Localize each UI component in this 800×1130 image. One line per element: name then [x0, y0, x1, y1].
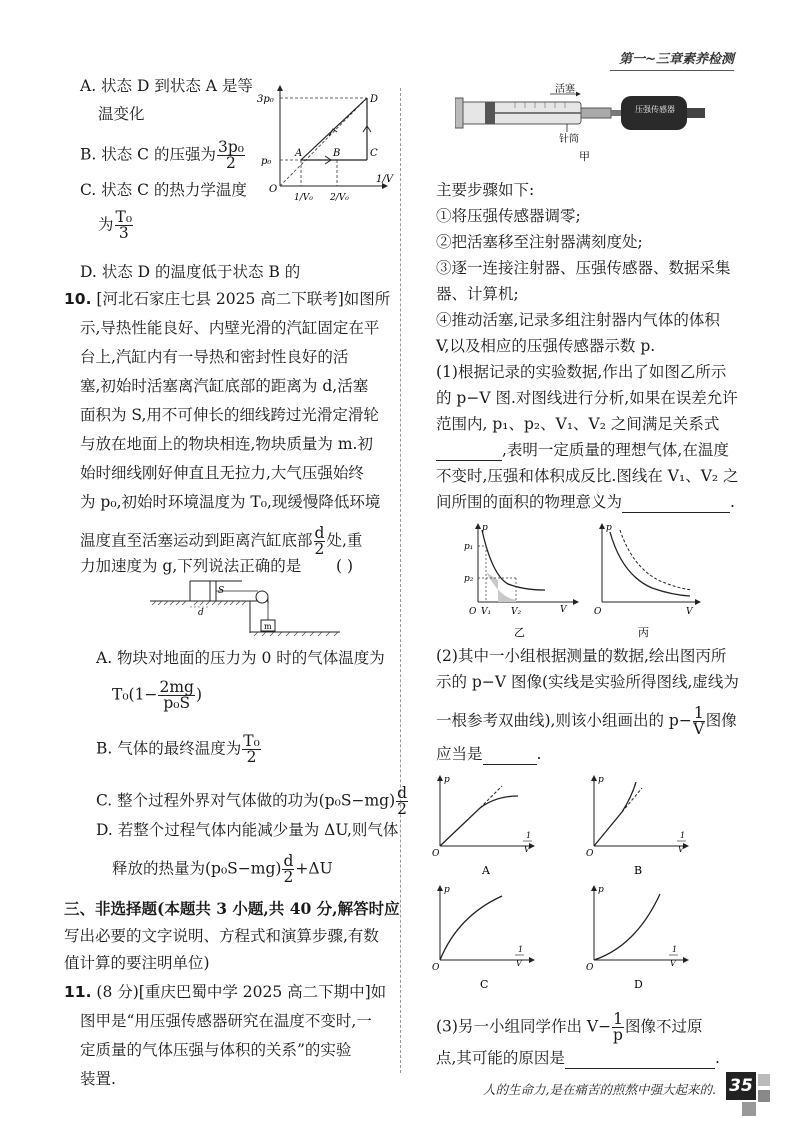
label-2v0: 2/V₀	[330, 193, 349, 203]
q11-part2-line1: (2)其中一小组根据测量的数据,绘出图丙所	[436, 647, 727, 665]
q10-option-b	[96, 734, 262, 765]
q10-text-line1: [河北石家庄七县 2025 高二下联考]如图所	[96, 290, 391, 308]
fraction-numerator: 3p₀	[217, 138, 244, 156]
fraction-denominator: p	[613, 1026, 623, 1044]
label-x-num: 1	[672, 945, 678, 954]
choice-graph-a	[430, 772, 550, 880]
fraction-denominator: 2	[246, 748, 257, 766]
q11-text-line1: (8 分)[重庆巴蜀中学 2025 高二下期中]如	[96, 983, 387, 1001]
q11-part1-line5: 不变时,压强和体积成反比.图线在 V₁、V₂ 之	[436, 467, 739, 485]
label-o: O	[432, 963, 440, 973]
running-header: 第一~三章素养检测	[619, 52, 734, 67]
q10-line10: 力加速度为 g,下列说法正确的是	[80, 557, 302, 575]
label-m: m	[264, 622, 272, 631]
q10-option-c	[96, 786, 409, 817]
fraction-denominator: V	[693, 720, 705, 738]
choice-graph-c	[430, 882, 550, 994]
q9-option-c-line1: C. 状态 C 的热力学温度	[80, 181, 247, 199]
q10-cylinder-pulley-figure	[150, 575, 350, 640]
label-o: O	[432, 849, 440, 859]
fraction-denominator: p₀S	[163, 694, 191, 712]
q11-part3-post: 图像不过原	[624, 1017, 703, 1036]
fraction-denominator: 2	[226, 154, 236, 172]
choice-graph-d	[584, 882, 704, 994]
q10-line5: 面积为 S,用不可伸长的细线跨过光滑定滑轮	[80, 406, 379, 424]
q11-part3-line2-text: 点,其可能的原因是	[436, 1049, 565, 1067]
label-x-den: V	[516, 959, 522, 968]
label-sensor: 压强传感器	[635, 105, 675, 114]
label-3p0: 3p₀	[257, 94, 274, 105]
fraction-denominator: 3	[118, 224, 129, 242]
choice-graph-b	[584, 772, 704, 880]
q10-line1	[64, 289, 390, 309]
choice-b-caption: B	[634, 864, 643, 877]
point-c-label: C	[370, 148, 378, 159]
label-o: O	[469, 607, 477, 617]
column-divider	[400, 88, 401, 1073]
syringe-sensor-figure	[455, 82, 715, 162]
q11-part2-line3	[436, 706, 737, 737]
label-o: O	[586, 963, 594, 973]
fraction-numerator: d	[314, 524, 325, 542]
q11-part3-pre: (3)另一小组同学作出 V−	[436, 1017, 612, 1036]
choice-d-caption: D	[634, 978, 643, 991]
q11-number: 11.	[64, 983, 92, 1001]
section3-line1: 三、非选择题(本题共 3 小题,共 40 分,解答时应	[64, 899, 400, 918]
header-rule	[610, 70, 734, 71]
q11-part2-line4: 应当是 .	[436, 745, 542, 763]
q10-number: 10.	[64, 290, 92, 308]
q10-line9-fraction	[314, 526, 326, 557]
point-b-label: B	[333, 148, 341, 159]
label-x-num: 1	[680, 831, 686, 840]
syringe-piston	[485, 102, 495, 124]
q11-part1-line1: (1)根据记录的实验数据,作出了如图乙所示	[436, 363, 727, 381]
q10-line6: 与放在地面上的物块相连,物块质量为 m.初	[80, 435, 373, 453]
q11-part1-line2: 的 p−V 图.对图线进行分析,如果在误差允许	[436, 389, 738, 407]
fraction-numerator: 1	[693, 704, 704, 722]
q11-line4: 装置.	[80, 1070, 116, 1088]
q10-line2: 示,导热性能良好、内壁光滑的汽缸固定在平	[80, 319, 380, 337]
corner-decoration	[758, 1090, 770, 1102]
q11-part2-line3-post: 图像	[705, 711, 737, 730]
q11-part2-line3-pre: 一根参考双曲线),则该小组画出的 p−	[436, 711, 692, 730]
q10-option-b-text: B. 气体的最终温度为	[96, 739, 242, 758]
q9-option-b-text: B. 状态 C 的压强为	[80, 145, 216, 164]
q11-part3-fraction	[612, 1012, 624, 1043]
section3-line3: 值计算的要注明单位)	[64, 954, 210, 972]
q10-line3: 台上,汽缸内有一导热和密封性良好的活	[80, 348, 349, 366]
label-p0: p₀	[261, 156, 272, 167]
label-x-num: 1	[518, 945, 524, 954]
q10-line9	[80, 526, 362, 557]
label-p: p	[598, 775, 604, 785]
q10-option-d-line1: D. 若整个过程气体内能减少量为 ΔU,则气体	[96, 821, 399, 839]
q11-part1-line6: 间所围的面积的物理意义为 .	[436, 493, 735, 511]
q10-option-a-pre: T₀(1−	[112, 685, 158, 704]
q11-part1-line4-text: ,表明一定质量的理想气体,在温度	[502, 441, 729, 459]
q9-option-a-line2: 温变化	[98, 105, 145, 123]
corner-decoration	[758, 1074, 770, 1086]
label-x-den: V	[524, 845, 530, 854]
label-v: V	[560, 605, 567, 615]
q11-part3-line1	[436, 1012, 702, 1043]
q9-option-b-fraction	[217, 140, 245, 171]
shaded-area	[486, 572, 516, 602]
fraction-denominator: 2	[314, 540, 325, 558]
q11-part2-fraction	[693, 706, 705, 737]
q9-option-c-prefix: 为	[98, 215, 114, 234]
choice-a-caption: A	[482, 864, 490, 877]
q10-option-a-line1: A. 物块对地面的压力为 0 时的气体温度为	[96, 649, 385, 667]
q10-option-a-fraction	[158, 680, 194, 711]
q11-part1-line3: 范围内, p₁、p₂、V₁、V₂ 之间满足关系式	[436, 415, 720, 433]
q11-line3: 定质量的气体压强与体积的关系”的实验	[80, 1041, 352, 1059]
label-p: p	[482, 523, 488, 533]
q9-option-a-line1: A. 状态 D 到状态 A 是等	[80, 77, 253, 95]
label-x-num: 1	[526, 831, 532, 840]
label-p: p	[598, 885, 604, 895]
label-x-den: V	[670, 959, 676, 968]
label-x-axis: 1/V	[376, 174, 393, 185]
graph-bing-caption: 丙	[638, 626, 649, 639]
graph-bing	[592, 520, 707, 640]
label-1v0: 1/V₀	[294, 193, 313, 203]
fraction-numerator: T₀	[115, 208, 133, 226]
q11-part1-line4	[436, 440, 729, 461]
pulley	[256, 591, 268, 603]
label-p: p	[444, 885, 450, 895]
q10-option-c-fraction	[396, 786, 408, 817]
q11-part2-line2: 示的 p−V 图像(实线是实验所得图线,虚线为	[436, 673, 739, 691]
q11-step1: ①将压强传感器调零;	[436, 207, 581, 225]
fraction-denominator: 2	[283, 868, 294, 886]
label-p1: p₁	[464, 542, 474, 552]
label-d: d	[198, 608, 204, 618]
q11-step4-line2: V,以及相应的压强传感器示数 p.	[436, 337, 656, 355]
q11-step3-line1: ③逐一连接注射器、压强传感器、数据采集	[436, 259, 731, 277]
q11-part2-line4-text: 应当是	[436, 745, 483, 763]
fraction-denominator: 2	[397, 800, 408, 818]
q10-line8: 为 p₀,初始时环境温度为 T₀,现缓慢降低环境	[80, 493, 381, 511]
point-a-label: A	[295, 148, 303, 159]
q10-line9-pre: 温度直至活塞运动到距离汽缸底部	[80, 531, 313, 550]
q11-step2: ②把活塞移至注射器满刻度处;	[436, 233, 643, 251]
q9-p-vs-inverse-v-graph	[255, 82, 395, 212]
q11-line1	[64, 982, 386, 1002]
corner-decoration	[742, 1102, 756, 1116]
label-p2: p₂	[464, 574, 474, 584]
page-number: 35	[726, 1072, 756, 1100]
q10-option-d-line2	[112, 854, 333, 885]
piston	[210, 581, 216, 601]
q10-option-a-line2	[112, 680, 202, 711]
label-origin: O	[269, 184, 278, 195]
reference-hyperbola	[620, 530, 692, 590]
q10-line7: 始时细线刚好伸直且无拉力,大气压强始终	[80, 464, 364, 482]
experimental-curve	[610, 532, 690, 596]
figure-jia-caption: 甲	[579, 150, 590, 162]
label-x-den: V	[678, 845, 684, 854]
answer-blank-2[interactable]	[622, 492, 730, 513]
answer-blank-4[interactable]	[565, 1048, 715, 1069]
q9-option-d: D. 状态 D 的温度低于状态 B 的	[80, 263, 301, 281]
fraction-numerator: d	[283, 852, 294, 870]
q10-option-c-text: C. 整个过程外界对气体做的功为(p₀S−mg)	[96, 791, 396, 810]
q9-option-c-fraction	[115, 210, 134, 241]
answer-blank-3[interactable]	[483, 744, 537, 765]
q10-option-d-pre: 释放的热量为(p₀S−mg)	[112, 859, 282, 878]
graph-yi-caption: 乙	[514, 626, 525, 639]
q10-line4: 塞,初始时活塞离汽缸底部的距离为 d,活塞	[80, 377, 369, 395]
graph-yi	[460, 520, 585, 640]
footer-motto: 人的生命力,是在痛苦的煎熬中强大起来的.	[483, 1082, 716, 1097]
label-o: O	[594, 607, 602, 617]
q11-step3-line2: 器、计算机;	[436, 285, 519, 303]
q10-option-a-post: )	[195, 685, 202, 704]
q10-answer-paren: ( )	[336, 557, 354, 575]
answer-blank-1[interactable]	[436, 440, 502, 461]
section3-line2: 写出必要的文字说明、方程式和演算步骤,有数	[64, 927, 379, 945]
q10-option-d-post: +ΔU	[295, 859, 333, 878]
q11-part1-line6-text: 间所围的面积的物理意义为	[436, 493, 623, 511]
fraction-numerator: 1	[613, 1010, 623, 1028]
fraction-numerator: T₀	[243, 732, 260, 750]
q9-option-c-line2	[98, 210, 134, 241]
q10-option-d-fraction	[282, 854, 294, 885]
fraction-numerator: d	[397, 784, 408, 802]
point-d-label: D	[370, 94, 379, 105]
label-o: O	[586, 849, 594, 859]
choice-c-caption: C	[480, 978, 489, 991]
q11-step4-line1: ④推动活塞,记录多组注射器内气体的体积	[436, 311, 720, 329]
label-v: V	[686, 607, 693, 617]
label-p: p	[606, 523, 612, 533]
q9-option-b	[80, 140, 246, 171]
origin-guide-line	[280, 98, 367, 186]
q10-line9-post: 处,重	[326, 531, 363, 550]
label-v2: V₂	[511, 607, 522, 617]
label-barrel: 针筒	[559, 134, 579, 145]
q11-steps-title: 主要步骤如下:	[436, 181, 535, 199]
q11-line2: 图甲是“用压强传感器研究在温度不变时,一	[80, 1012, 372, 1030]
label-s: S	[218, 586, 225, 596]
label-p: p	[444, 775, 450, 785]
fraction-numerator: 2mg	[159, 678, 194, 696]
label-v1: V₁	[481, 607, 492, 617]
q10-option-b-fraction	[242, 734, 261, 765]
q11-part3-line2: 点,其可能的原因是 .	[436, 1049, 720, 1067]
label-piston: 活塞	[555, 84, 575, 95]
